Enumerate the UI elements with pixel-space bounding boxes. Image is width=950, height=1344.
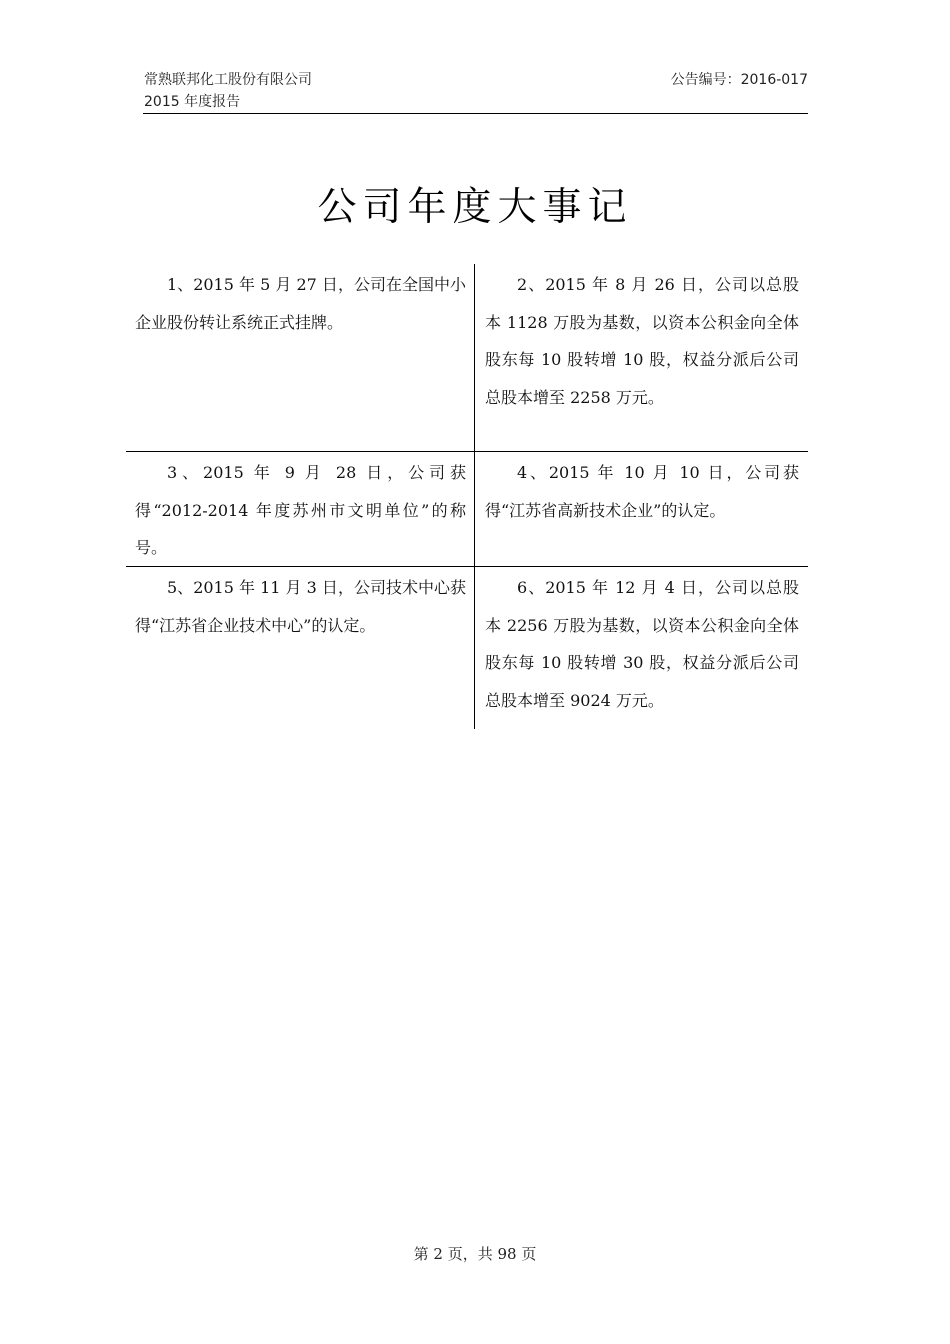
company-name: 常熟联邦化工股份有限公司 bbox=[144, 72, 312, 88]
event-4: 4、2015 年 10 月 10 日，公司获得“江苏省高新技术企业”的认定。 bbox=[485, 463, 799, 520]
events-row bbox=[126, 566, 808, 729]
event-2: 2、2015 年 8 月 26 日，公司以总股本 1128 万股为基数，以资本公积金向全体股东每 10 股转增 10 股，权益分派后公司总股本增至 2258 万元。 bbox=[485, 275, 799, 407]
page-footer: 第 2 页，共 98 页 bbox=[413, 1245, 537, 1263]
page-title: 公司年度大事记 bbox=[317, 185, 633, 230]
notice-number: 公告编号：2016-017 bbox=[670, 72, 808, 88]
event-6: 6、2015 年 12 月 4 日，公司以总股本 2256 万股为基数，以资本公积金向全体股东每 10 股转增 30 股，权益分派后公司总股本增至 9024 万元。 bbox=[485, 578, 799, 710]
page-header bbox=[143, 66, 808, 114]
event-3: 3、2015 年 9 月 28 日，公司获得“2012-2014 年度苏州市文明单位”的称号。 bbox=[126, 452, 475, 566]
events-row bbox=[126, 451, 808, 566]
events-row bbox=[126, 264, 808, 451]
events-grid bbox=[126, 264, 808, 729]
event-5: 5、2015 年 11 月 3 日，公司技术中心获得“江苏省企业技术中心”的认定。 bbox=[126, 567, 475, 729]
event-1: 1、2015 年 5 月 27 日，公司在全国中小企业股份转让系统正式挂牌。 bbox=[126, 264, 475, 451]
report-name: 2015 年度报告 bbox=[144, 94, 241, 110]
